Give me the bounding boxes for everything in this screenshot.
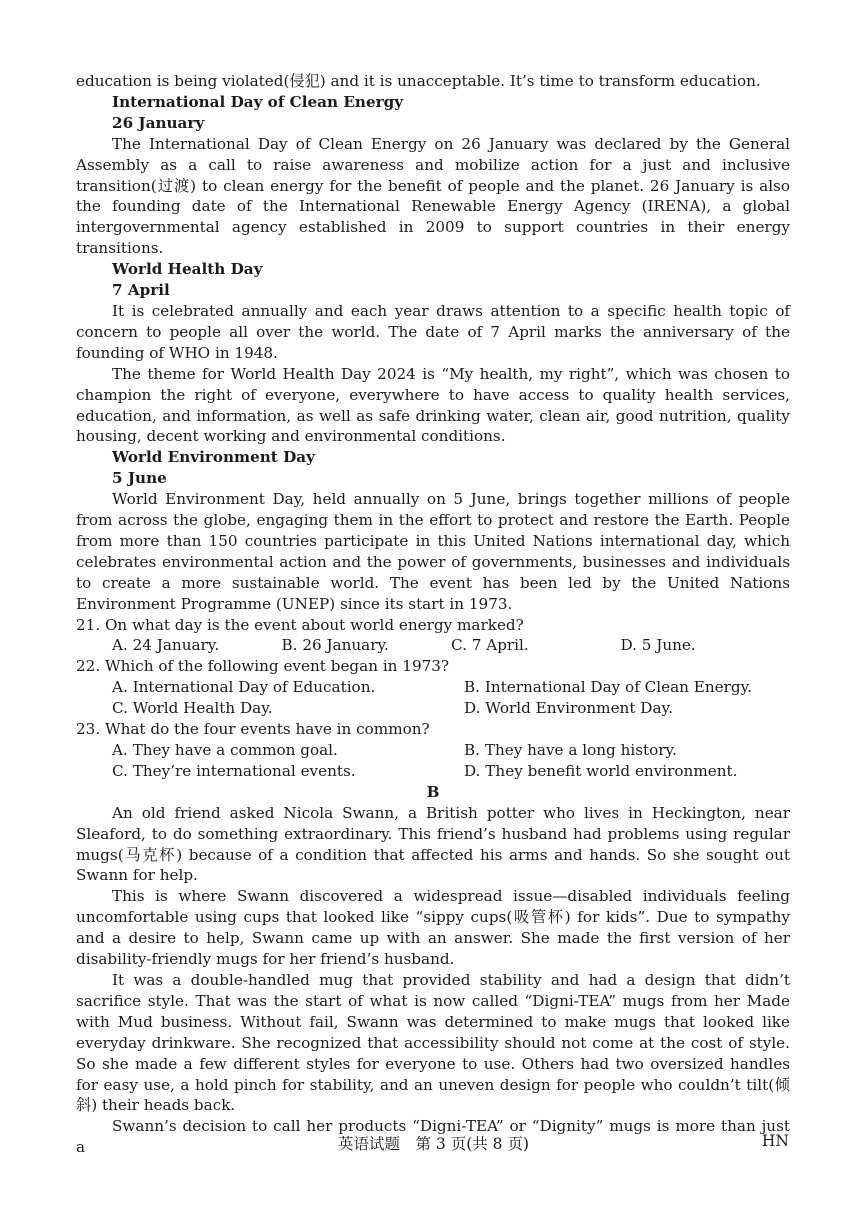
question-stem: 21. On what day is the event about world energy marked? [76, 615, 524, 634]
environment-heading: World Environment Day [112, 448, 315, 467]
option-row [76, 698, 790, 719]
option-b: B. International Day of Clean Energy. [464, 678, 752, 697]
region-code: HN [761, 1132, 789, 1150]
option-row [76, 740, 790, 761]
passage-b-paragraph-2: This is where Swann discovered a widespread issue—disabled individuals feeling uncomfortable using cups that looked like “sippy cups(吸管杯) for kids”. Due to sympathy and a desire to help, Swann came up with an answer. She made the first version of her disability-friendly mugs for her friend’s husband. [76, 887, 790, 969]
option-row [76, 761, 790, 782]
environment-date: 5 June [112, 469, 167, 488]
energy-paragraph: The International Day of Clean Energy on 26 January was declared by the General Assembly as a call to raise awareness and mobilize action for a just and inclusive transition(过渡) to clean energy for the benefit of people and the planet. 26 January is also the founding date of the International Renewable Energy Agency (IRENA), a global intergovernmental agency established in 2009 to support countries in their energy transitions. [76, 134, 790, 258]
question-21 [76, 615, 790, 657]
option-a: A. They have a common goal. [112, 741, 338, 759]
option-row [76, 677, 790, 698]
health-date: 7 April [112, 281, 170, 300]
option-b: B. They have a long history. [464, 741, 677, 759]
question-23 [76, 719, 790, 782]
passage-b-paragraph-1: An old friend asked Nicola Swann, a British potter who lives in Heckington, near Sleaford, to do something extraordinary. This friend’s husband had problems using regular mugs(马克杯) because of a condition that affected his arms and hands. So she sought out Swann for help. [76, 803, 790, 885]
option-c: C. They’re international events. [112, 761, 356, 780]
environment-paragraph: World Environment Day, held annually on 5 June, brings together millions of people from across the globe, engaging them in the effort to protect and restore the Earth. People from more than 150 countries participate in this United Nations international day, which celebrates environmental action and the power of governments, businesses and individuals to create a more sustainable world. The event has been led by the United Nations Environment Programme (UNEP) since its start in 1973. [76, 490, 790, 613]
option-a: A. International Day of Education. [112, 678, 376, 697]
section-b-label: B [426, 782, 440, 801]
option-d: D. World Environment Day. [464, 699, 673, 718]
energy-heading: International Day of Clean Energy [112, 92, 404, 111]
health-paragraph-1: It is celebrated annually and each year draws attention to a specific health topic of concern to people all over the world. The date of 7 April marks the anniversary of the founding of WHO in 1948. [76, 301, 790, 362]
question-stem: 23. What do the four events have in common? [76, 720, 430, 739]
health-paragraph-2: The theme for World Health Day 2024 is “My health, my right”, which was chosen to champion the right of everyone, everywhere to have access to quality health services, education, and information, as well as safe drinking water, clean air, good nutrition, quality housing, decent working and environmental conditions. [76, 364, 790, 446]
option-b: B. 26 January. [281, 636, 389, 655]
passage-b-paragraph-4: Swann’s decision to call her products “Digni-TEA” or “Dignity” mugs is more than just a [76, 1117, 790, 1157]
option-a: A. 24 January. [112, 636, 220, 655]
page-number: 英语试题 第 3 页(共 8 页) [337, 1135, 530, 1153]
option-row [76, 635, 790, 656]
option-d: D. 5 June. [620, 636, 696, 655]
question-22 [76, 656, 790, 719]
option-c: C. 7 April. [451, 636, 529, 655]
text-column [76, 71, 790, 1158]
health-heading: World Health Day [112, 260, 263, 279]
passage-a-intro-tail: education is being violated(侵犯) and it is unacceptable. It’s time to transform education. [76, 72, 761, 90]
energy-date: 26 January [112, 113, 205, 132]
passage-b-paragraph-3: It was a double-handled mug that provided stability and had a design that didn’t sacrifice style. That was the start of what is now called “Digni-TEA” mugs from her Made with Mud business. Without fail, Swann was determined to make mugs that looked like everyday drinkware. She recognized that accessibility should not come at the cost of style. So she made a few different styles for everyone to use. Others had two oversized handles for easy use, a hold pinch for stability, and an uneven design for people who couldn’t tilt(倾斜) their heads back. [76, 970, 790, 1115]
question-stem: 22. Which of the following event began in 1973? [76, 657, 450, 676]
option-d: D. They benefit world environment. [464, 761, 738, 780]
option-c: C. World Health Day. [112, 699, 273, 718]
